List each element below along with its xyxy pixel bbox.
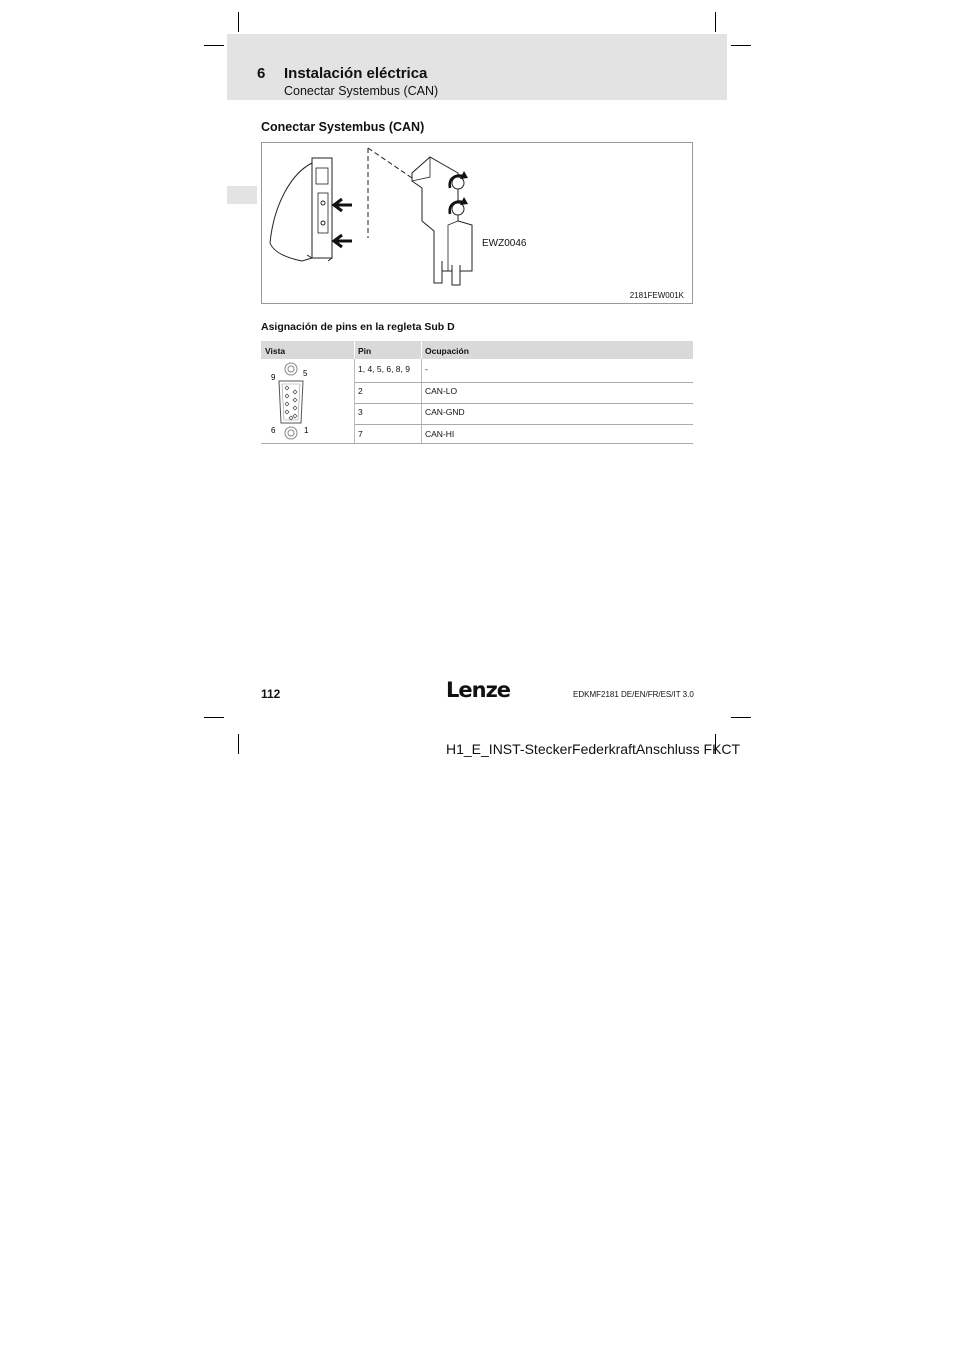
connector-label-1: 1	[304, 426, 309, 435]
chapter-subtitle: Conectar Systembus (CAN)	[284, 84, 439, 98]
crop-mark	[715, 12, 716, 32]
table-cell-pin: 2	[358, 386, 363, 396]
table-cell-assignment: CAN-HI	[425, 429, 455, 439]
page-number: 112	[261, 687, 281, 701]
table-cell-pin: 1, 4, 5, 6, 8, 9	[358, 364, 410, 374]
table-header-row	[261, 341, 693, 359]
chapter-title: Instalación eléctrica	[284, 65, 428, 82]
chapter-number: 6	[257, 65, 266, 82]
chapter-side-tab	[227, 186, 257, 204]
crop-mark	[238, 12, 239, 32]
document-code: EDKMF2181 DE/EN/FR/ES/IT 3.0	[573, 690, 694, 699]
crop-mark	[731, 717, 751, 718]
figure-part-label: EWZ0046	[482, 238, 527, 249]
table-cell-assignment: CAN-LO	[425, 386, 458, 396]
crop-mark	[238, 734, 239, 754]
table-cell-assignment: CAN-GND	[425, 407, 465, 417]
connector-label-9: 9	[271, 373, 276, 382]
figure-code: 2181FEW001K	[629, 291, 684, 300]
can-connector-illustration	[262, 143, 694, 305]
crop-mark	[204, 717, 224, 718]
table-cell-assignment: -	[425, 364, 428, 374]
connector-label-5: 5	[303, 369, 308, 378]
column-header-assignment: Ocupación	[425, 346, 469, 356]
connection-figure	[261, 142, 693, 304]
crop-mark	[204, 45, 224, 46]
column-header-pin: Pin	[358, 346, 372, 356]
connector-label-6: 6	[271, 426, 276, 435]
crop-mark	[731, 45, 751, 46]
brand-logo: Lenze	[446, 678, 511, 702]
table-heading: Asignación de pins en la regleta Sub D	[261, 321, 455, 333]
footer-file-name: H1_E_INST-SteckerFederkraftAnschluss FKCT	[446, 741, 741, 757]
section-heading: Conectar Systembus (CAN)	[261, 120, 425, 134]
table-cell-pin: 7	[358, 429, 363, 439]
table-cell-pin: 3	[358, 407, 363, 417]
column-header-vista: Vista	[265, 346, 286, 356]
sub-d-connector-icon	[261, 359, 354, 443]
